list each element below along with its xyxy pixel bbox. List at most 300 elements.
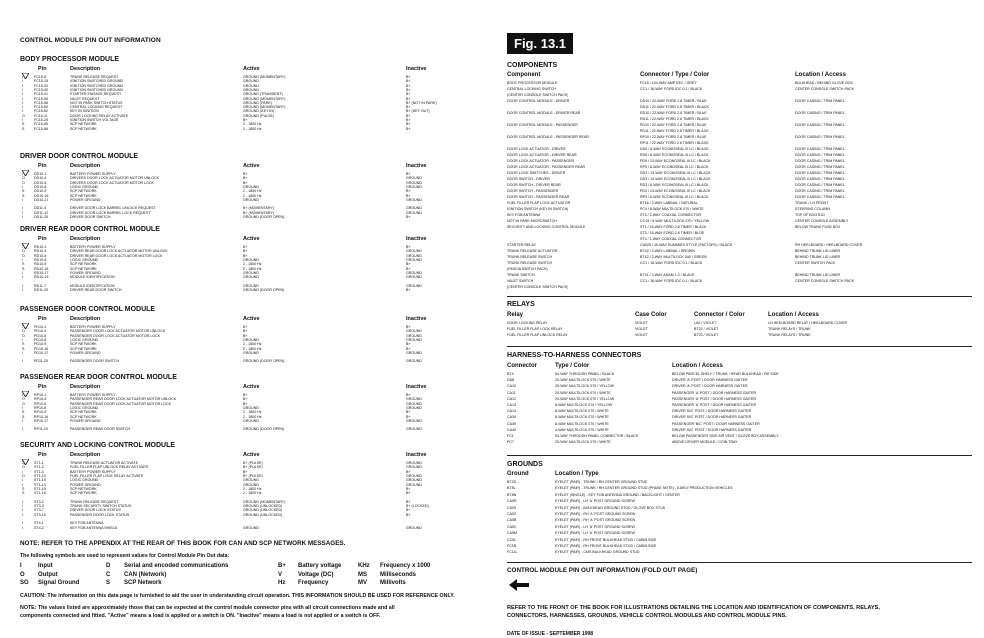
component-connector: DD11 / 22-WAY FORD 2.8 TIMER / BLACK — [640, 105, 709, 109]
component-name: DOOR LOCK ACTUATOR - DRIVER REAR — [507, 153, 577, 157]
pin-description: BATTERY POWER SUPPLY — [70, 393, 116, 397]
pin-description: DRIVERS DOOR LOCK ACTUATOR MOTOR UNLOCK — [70, 176, 160, 181]
ground-location: EYELET (PAIR) - LH 'A' POST GROUND SCREW — [555, 499, 635, 504]
divider — [507, 562, 972, 563]
table-row — [20, 427, 480, 431]
pin-id: FC15-60 — [34, 105, 48, 110]
connector-location: DRIVER 'B/C' POST / DOOR HARNESS GAITER — [672, 415, 752, 420]
inactive-value: GROUND — [406, 350, 422, 355]
col-header-active: Active — [243, 316, 260, 322]
legend-symbol: KHz — [358, 563, 370, 569]
pin-id: DD11-4 — [34, 206, 47, 211]
relay-name: FUEL FILLER FLAP UNLOCK RELAY — [507, 333, 568, 337]
pin-description: NOT IN PARK SWITCH STATUS — [70, 100, 123, 105]
component-location: DOOR CASING / TRIM PANEL — [795, 189, 845, 193]
active-value: GROUND — [243, 405, 259, 410]
inactive-value: GROUND — [406, 184, 422, 189]
pin-id: FC15-5 — [34, 75, 46, 79]
inactive-value: B+ — [406, 508, 411, 513]
active-value: GROUND — [243, 350, 259, 355]
pin-description: PASSENGER REAR DOOR SWITCH — [70, 427, 131, 432]
pin-description: SCP NETWORK — [70, 126, 97, 131]
active-value: 2 - 1800 Hz — [243, 189, 262, 194]
pin-type: I — [22, 504, 23, 508]
pin-type: S — [22, 126, 25, 131]
component-location: TRUNK / LH FRONT — [795, 201, 829, 205]
active-value: GROUND — [243, 283, 259, 288]
inactive-value: B+ — [406, 96, 411, 101]
inactive-value: B+ — [406, 126, 411, 131]
caution-note: CAUTION: The information on this data page is furnished to aid the user in understanding circuit operation. THIS INFORMATION SHOULD BE USED FOR REFERENCE ONLY. — [20, 593, 455, 599]
ground-location: EYELET (SINGLE) - KEY FOB ANTENNA GROUND / BACKLIGHT / CENTER — [555, 492, 680, 497]
section-title: DRIVER DOOR CONTROL MODULE — [20, 153, 139, 160]
legend-meaning: Serial and encoded communications — [124, 563, 229, 569]
inactive-value: GROUND — [406, 180, 422, 185]
component-location: DOOR CASING / TRIM PANEL — [795, 183, 845, 187]
pin-type: S — [22, 410, 25, 415]
values-note-line1: NOTE: The values listed are approximately those that can be expected at the control module connector pins with all circuit connections made and all — [20, 605, 395, 611]
relay-connector: BT22 / VIOLET — [694, 327, 719, 331]
component-connector: CC1 / 16-WAY FORD IDC 0.1 / BLACK — [640, 279, 703, 283]
pin-type: I — [22, 478, 23, 483]
component-location: DOOR CASING / TRIM PANEL — [795, 99, 845, 103]
pin-description: VALET REQUEST — [70, 96, 100, 101]
pin-type: S — [22, 266, 25, 271]
component-name: TRUNK RELEASE ACTUATOR — [507, 249, 558, 253]
connector-id: CA11 — [507, 390, 516, 395]
component-name: TRUNK RELEASE SWITCH — [507, 261, 553, 265]
divider — [507, 346, 972, 347]
refer-note-line2: CONNECTORS, HARNESSES, GROUNDS, VEHICLE CONTROL MODULES AND CONTROL MODULE PINS. — [507, 613, 787, 619]
pin-type: S — [22, 122, 25, 127]
pin-description: PASSENGER DOOR SWITCH — [70, 359, 120, 364]
pin-id: RP10-4 — [34, 397, 47, 402]
pin-id: PD10-8 — [34, 337, 47, 342]
col-header-inactive: Inactive — [406, 66, 427, 72]
pin-description: KEY FOB ANTENNA — [70, 521, 104, 526]
pin-description: IGNITION SWITCHED GROUND — [70, 79, 124, 84]
section-title: SECURITY AND LOCKING CONTROL MODULE — [20, 442, 176, 449]
ground-location: EYELET (PAIR) - LH 'A' POST GROUND SCREW — [555, 524, 635, 529]
pin-description: PASSENGER DOOR LOCK ACTUATOR MOTOR UNLOCK — [70, 329, 166, 334]
active-value: GROUND (UNLOCKED) — [243, 504, 283, 508]
connector-type: 20-WAY MULTILOCK 070 / YELLOW — [555, 384, 615, 389]
pin-description: DRIVER DOOR LOCK STATUS — [70, 508, 121, 513]
pin-id: DD10-9 — [34, 189, 47, 194]
col-header-active: Active — [243, 384, 260, 390]
pin-description: SCP NETWORK — [70, 342, 97, 347]
pin-id: ST3-3 — [34, 504, 44, 508]
pin-type: I — [22, 427, 23, 432]
pin-id: RD10-1 — [34, 245, 47, 249]
pin-description: SCP NETWORK — [70, 414, 97, 419]
pin-description: DRIVER REAR DOOR LOCK ACTUATOR MOTOR LOCK — [70, 253, 163, 258]
component-name: DOOR LOCK ACTUATOR - PASSENGER REAR — [507, 165, 586, 169]
pin-id: . — [34, 423, 35, 428]
inactive-value: B+ (KEY OUT) — [406, 109, 430, 114]
active-value: GROUND (DOOR OPEN) — [243, 427, 285, 432]
legend-meaning: Frequency x 1000 — [380, 563, 431, 569]
pin-id: ST1-15 — [34, 486, 46, 491]
active-value: B+ — [243, 253, 248, 258]
component-location: DOOR CASING / TRIM PANEL — [795, 177, 845, 181]
component-location: DOOR CASING / TRIM PANEL — [795, 195, 845, 199]
col-header-pin: Pin — [38, 316, 47, 322]
connector-id: CA14 — [507, 409, 516, 414]
connector-type: 20-WAY MULTILOCK 070 / WHITE — [555, 390, 611, 395]
connector-location: BELOW PASSENGER SIDE AIR VENT / GLOVE BOX ASSEMBLY — [672, 434, 779, 438]
component-connector: RD11 / 22-WAY FORD 2.8 TIMER / BLACK — [640, 117, 709, 121]
active-value: GROUND — [243, 257, 259, 262]
pin-id: DD10-17 — [34, 197, 49, 202]
legend-symbol: MV — [358, 580, 367, 586]
pin-type: I — [22, 105, 23, 110]
ground-location: EYELET (PAIR) - CMS BULKHEAD GROUND STUD — [555, 550, 640, 555]
inactive-value: GROUND — [406, 270, 422, 275]
component-connector: ST4 / 1-WAY COAXIAL CONNECTOR — [640, 237, 702, 241]
active-value: GROUND (UNLOCKED) — [243, 508, 283, 513]
pin-type: I — [22, 184, 23, 189]
pin-id: ST4-2 — [34, 525, 44, 530]
section-title: PASSENGER REAR DOOR CONTROL MODULE — [20, 374, 177, 381]
active-value: GROUND — [243, 79, 259, 84]
pin-id: FC15-32 — [34, 83, 48, 88]
pin-table — [20, 245, 480, 294]
legend-symbol: MS — [358, 571, 367, 578]
pin-type: I — [22, 79, 23, 84]
active-value: GROUND (MOMENTARY) — [243, 105, 286, 110]
inactive-value: GROUND — [406, 210, 422, 215]
connector-id: DA8 — [507, 378, 514, 383]
ground-id: CA0S — [507, 505, 517, 510]
pin-type: I — [22, 275, 23, 280]
pin-id: ST4-1 — [34, 521, 44, 526]
active-value: GROUND — [243, 197, 259, 202]
component-location: DOOR CASING / TRIM PANEL — [795, 123, 845, 127]
relay-case-color: VIOLET — [635, 327, 648, 331]
active-value: 2 - 1800 Hz — [243, 126, 262, 131]
active-value: GROUND — [243, 184, 259, 189]
inactive-value: B+ (NOT IN PARK) — [406, 100, 437, 105]
pin-type: I — [22, 245, 23, 249]
component-connector: PD11 / 22-WAY FORD 2.8 TIMER / BLACK — [640, 129, 709, 133]
pin-type: O — [22, 249, 25, 254]
component-connector: ST4 / 2-WAY COAXIAL CONNECTOR — [640, 213, 702, 217]
pin-description: LOGIC GROUND — [70, 257, 99, 262]
inactive-value: B+ — [406, 87, 411, 92]
pin-id: DD10-5 — [34, 180, 47, 185]
pin-type: I — [22, 215, 23, 219]
component-location: BEHIND TRUNK LID LINER — [795, 273, 841, 277]
active-value: GROUND — [243, 275, 259, 280]
pin-description: POWER GROUND — [70, 350, 101, 355]
pin-description: POWER GROUND — [70, 197, 101, 202]
component-connector: BT16 / 2-WAY LABINAL / NATURAL — [640, 201, 698, 205]
pin-id: . — [34, 202, 35, 207]
pin-type: O — [22, 176, 25, 181]
active-value: GROUND (DOOR OPEN) — [243, 215, 285, 219]
component-name: DOOR CONTROL MODULE - DRIVER REAR — [507, 111, 581, 115]
grounds-header-ground: Ground — [507, 471, 529, 477]
ground-location: EYELET (PAIR) - RH 'A' POST GROUND SCREW — [555, 512, 636, 516]
pin-id: RP10-8 — [34, 405, 47, 410]
component-name: VALET SWITCH — [507, 279, 534, 283]
active-value: 2 - 1800 Hz — [243, 266, 262, 271]
active-value: 2 - 1800 Hz — [243, 346, 262, 351]
ground-location: EYELET (PAIR) - RH FRONT BULKHEAD STUD / CABIN SIDE — [555, 537, 657, 542]
connector-location: BELOW PARCEL SHELF / TRUNK / REAR BULKHEAD / RH SIDE — [672, 372, 779, 376]
legend-symbol: B+ — [278, 563, 286, 569]
active-value: B+ (PULSE) — [243, 473, 263, 478]
pin-type: I — [22, 521, 23, 526]
pin-type: O — [22, 333, 25, 338]
col-header-active: Active — [243, 163, 260, 169]
legend-symbol: O — [20, 571, 25, 578]
component-name: NOT IN PARK MICROSWITCH — [507, 219, 557, 223]
inactive-value: B+ — [406, 83, 411, 88]
pin-id: RD10-17 — [34, 270, 49, 275]
ground-id: BT8N — [507, 492, 517, 497]
ground-id: CA5B — [507, 518, 517, 523]
pin-id: PD11-20 — [34, 359, 48, 364]
pin-description: BATTERY POWER SUPPLY — [70, 469, 116, 474]
connector-location: ABOVE DRIVER MODULE / COIN TRAY — [672, 440, 738, 445]
inactive-value: GROUND — [406, 283, 422, 288]
inactive-value: B+ — [406, 122, 411, 127]
components-table — [507, 81, 972, 291]
component-location: BEHIND TRUNK LID LINER — [795, 249, 841, 253]
pin-description: LOGIC GROUND — [70, 184, 99, 189]
pin-type: I — [22, 197, 23, 202]
pin-id: FC15-55 — [34, 96, 48, 101]
connector-type: 54-WAY THROUGH PANEL CONNECTOR / BLACK — [555, 434, 639, 438]
pin-type: S — [22, 262, 25, 267]
connector-location: DRIVER 'A' POST / DOOR HARNESS GAITER — [672, 384, 748, 389]
component-name: DOOR CONTROL MODULE - DRIVER — [507, 99, 570, 103]
relays-table — [507, 321, 972, 341]
active-value: B+ (MOMENTARY) — [243, 206, 274, 211]
component-connector: PD10 / 22-WAY FORD 2.8 TIMER / BLUE — [640, 123, 707, 127]
inactive-value: B+ — [406, 266, 411, 271]
active-value: B+ (PULSE) — [243, 461, 263, 465]
harness-table — [507, 372, 972, 450]
ground-id: CA0R — [507, 499, 517, 504]
arrow-left-icon — [508, 578, 530, 597]
active-value: B+ (MOMENTARY) — [243, 210, 274, 215]
ground-id: BT2D — [507, 480, 517, 484]
pin-id: . — [34, 495, 35, 500]
col-header-pin: Pin — [38, 236, 47, 242]
col-header-active: Active — [243, 452, 260, 458]
pin-id: RD10-9 — [34, 262, 47, 267]
pin-table — [20, 393, 480, 434]
col-header-inactive: Inactive — [406, 236, 427, 242]
component-location: DOOR CASING / TRIM PANEL — [795, 159, 845, 163]
inactive-value: GROUND — [406, 257, 422, 262]
connector-id: CA40 — [507, 427, 516, 432]
component-name: (CENTER CONSOLE SWITCH PACK) — [507, 93, 569, 97]
inactive-value: B+ — [406, 75, 411, 79]
pin-table — [20, 461, 480, 532]
pin-id: FC15-66 — [34, 126, 48, 131]
harness-header-location: Location / Access — [672, 363, 723, 369]
component-location: BULKHEAD / BEHIND GLOVE BOX — [795, 81, 853, 85]
pin-type: I — [22, 418, 23, 423]
connector-location: PASSENGER 'A' POST / DOOR HARNESS GAITER — [672, 390, 757, 395]
legend-symbol: C — [106, 571, 111, 578]
col-header-inactive: Inactive — [406, 316, 427, 322]
pin-type: I — [22, 325, 23, 329]
active-value: . — [243, 423, 244, 428]
pin-id: RP11-20 — [34, 427, 48, 432]
legend-meaning: Battery voltage — [298, 563, 342, 569]
pin-id: . — [34, 516, 35, 521]
pin-description: SCP NETWORK — [70, 189, 97, 194]
pin-id: RP10-1 — [34, 393, 47, 397]
component-connector: BT41 / 2-WAY ADAM 1.0 / BLACK — [640, 273, 695, 277]
inactive-value: GROUND — [406, 253, 422, 258]
pin-id: FC15-15 — [34, 79, 48, 84]
pin-id: PD10-9 — [34, 342, 47, 347]
inactive-value: B+ — [406, 393, 411, 397]
connector-type: 8-WAY MULTILOCK 070 / WHITE — [555, 409, 609, 414]
component-name: DOOR SWITCH - DRIVER REAR — [507, 183, 561, 187]
active-value: . — [243, 279, 244, 284]
relay-name: DOOR LOCKING RELAY — [507, 321, 548, 325]
date-of-issue: DATE OF ISSUE - SEPTEMBER 1998 — [507, 631, 594, 637]
connector-id: FC1 — [507, 434, 514, 438]
pin-type: O — [22, 401, 25, 406]
pin-description: PASSENGER REAR DOOR LOCK ACTUATOR MOTOR LOCK — [70, 401, 171, 406]
pin-description: SCP NETWORK — [70, 262, 97, 267]
component-connector: CC1 / 16-WAY FORD IDC 0.1 / BLACK — [640, 261, 703, 265]
pin-type: O — [22, 397, 25, 402]
pin-type: I — [22, 499, 23, 504]
component-name: DOOR SWITCH - DRIVER — [507, 177, 550, 181]
symbol-legend — [20, 563, 490, 589]
component-location: DOOR CASING / TRIM PANEL — [795, 171, 845, 175]
legend-meaning: Milliseconds — [380, 571, 417, 578]
inactive-value: GROUND — [406, 275, 422, 280]
section-title: PASSENGER DOOR CONTROL MODULE — [20, 306, 156, 313]
pin-id: ST1-1 — [34, 461, 44, 465]
pin-description: TRUNK RELEASE REQUEST — [70, 499, 119, 504]
pin-type: I — [22, 359, 23, 364]
pin-id: DD10-16 — [34, 193, 49, 198]
ground-id: BT8L — [507, 486, 516, 491]
inactive-value: B+ — [406, 499, 411, 504]
pin-type: I — [22, 92, 23, 97]
active-value: B+ — [243, 249, 248, 254]
component-connector: RD5 / 6-WAY ECONOSEAL III LC / BLACK — [640, 153, 709, 157]
pin-type: I — [22, 525, 23, 530]
col-header-pin: Pin — [38, 452, 47, 458]
pin-id: FC15-25 — [34, 118, 48, 122]
inactive-value: GROUND — [406, 482, 422, 487]
grounds-header-location: Location / Type — [555, 471, 599, 477]
pin-id: FC15-65 — [34, 122, 48, 127]
component-name: DOOR SWITCH - PASSENGER — [507, 189, 559, 193]
pin-id: DD11-20 — [34, 215, 49, 219]
pin-id: ST1-10 — [34, 473, 46, 478]
legend-meaning: Voltage (DC) — [298, 571, 334, 578]
inactive-value: GROUND — [406, 359, 422, 364]
component-name: TRUNK SWITCH — [507, 273, 535, 277]
active-value: GROUND (PARK) — [243, 100, 272, 105]
col-header-description: Description — [70, 384, 101, 390]
pin-description: FUEL FILLER FLAP LOCK RELAY ACTIVATE — [70, 473, 144, 478]
inactive-value: B+ — [406, 105, 411, 110]
inactive-value: GROUND — [406, 206, 422, 211]
component-location: CENTER CONSOLE SWITCH PACK — [795, 87, 855, 91]
component-name: DOOR CONTROL MODULE - PASSENGER — [507, 123, 578, 127]
connector-id: CA12 — [507, 396, 516, 401]
relays-title: RELAYS — [507, 301, 535, 308]
active-value: GROUND (TRANSIENT) — [243, 92, 283, 97]
active-value: 2 - 1800 Hz — [243, 491, 262, 496]
pin-type: I — [22, 172, 23, 176]
legend-meaning: Frequency — [298, 580, 329, 586]
pin-type: I — [22, 283, 23, 288]
connector-type: 8-WAY MULTILOCK 070 / WHITE — [555, 421, 609, 426]
table-row — [20, 526, 480, 530]
inactive-value: GROUND — [406, 249, 422, 254]
grounds-title: GROUNDS — [507, 461, 543, 468]
pin-description: BATTERY POWER SUPPLY — [70, 172, 116, 176]
inactive-value: B+ — [406, 346, 411, 351]
inactive-value: GROUND — [406, 427, 422, 432]
component-location: TOP OF BOOTLID — [795, 213, 826, 217]
pin-id: . — [34, 355, 35, 360]
inactive-value: B+ — [406, 92, 411, 97]
component-name: TRUNK RELEASE SWITCH — [507, 255, 553, 259]
inactive-value: B+ — [406, 288, 411, 292]
component-connector: ST3 / 16-WAY FORD 2.8 TIMER / BLUE — [640, 231, 705, 235]
active-value: . — [243, 516, 244, 521]
ground-id: CA0Z — [507, 512, 517, 516]
component-name: CENTRAL LOCKING SWITCH — [507, 87, 556, 91]
inactive-value: GROUND — [406, 333, 422, 338]
ground-id: CA5C — [507, 524, 517, 529]
legend-symbol: D — [106, 563, 111, 569]
col-header-pin: Pin — [38, 163, 47, 169]
pin-description: KEY FOB ANTENNA SHIELD — [70, 525, 118, 530]
active-value: B+ — [243, 176, 248, 181]
active-value: B+ — [243, 469, 248, 474]
active-value: B+ — [243, 393, 248, 397]
pin-description: DOOR LOCKING RELAY ACTIVATE — [70, 113, 129, 118]
active-value: GROUND (KEY IN) — [243, 109, 275, 114]
pin-type: S — [22, 342, 25, 347]
inactive-value: B+ — [406, 79, 411, 84]
component-name: (CENTER CONSOLE SWITCH PACK) — [507, 285, 569, 289]
pin-description: DRIVER REAR DOOR LOCK ACTUATOR MOTOR UNLOCK — [70, 249, 168, 254]
pin-type: I — [22, 482, 23, 487]
active-value: 2 - 1800 Hz — [243, 122, 262, 127]
component-location: STEERING COLUMN — [795, 207, 830, 211]
inactive-value: B+ — [406, 262, 411, 267]
active-value: B+ — [243, 245, 248, 249]
active-value: 2 - 1800 Hz — [243, 410, 262, 415]
active-value: B+ — [243, 333, 248, 338]
component-location: CENTER CONSOLE SWITCH PACK — [795, 279, 855, 283]
active-value: B+ — [243, 118, 248, 122]
pin-type: I — [22, 100, 23, 105]
active-value: GROUND — [243, 87, 259, 92]
connector-type: 20-WAY MULTILOCK 070 / YELLOW — [555, 396, 615, 401]
connector-type: 20-WAY MULTILOCK 070 / WHITE — [555, 440, 611, 445]
values-note-line2: components connected and fitted. "Active" means a load is applied or a switch is ON. "Inactive" means a load is not applied or a switch is OFF. — [20, 613, 381, 619]
